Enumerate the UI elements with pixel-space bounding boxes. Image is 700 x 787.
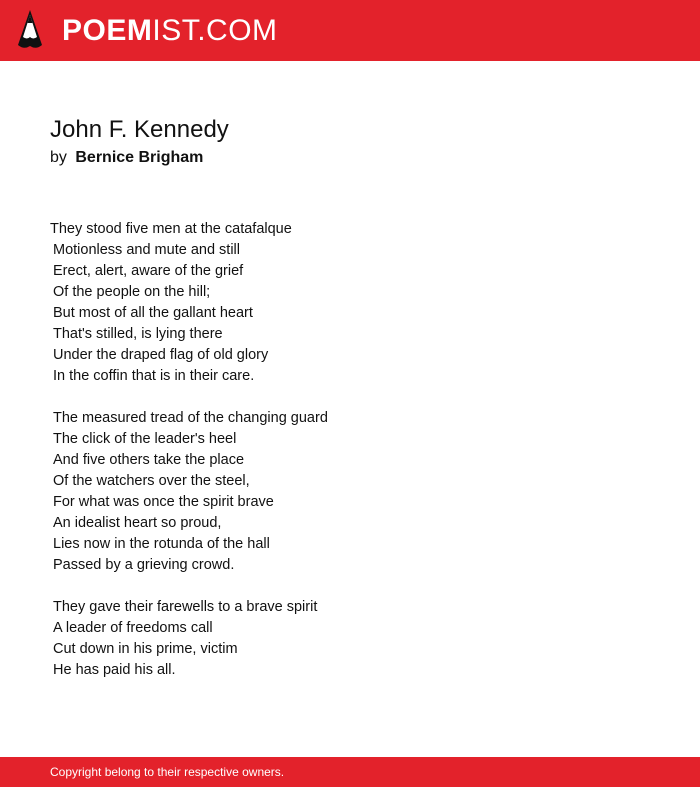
site-logo[interactable] bbox=[62, 12, 278, 50]
by-label: by bbox=[50, 149, 67, 166]
poem-line: Of the watchers over the steel, bbox=[53, 473, 250, 489]
poem-line: They gave their farewells to a brave spirit bbox=[53, 599, 318, 615]
poem-line: Motionless and mute and still bbox=[53, 242, 240, 258]
poem-line: Lies now in the rotunda of the hall bbox=[53, 536, 270, 552]
poem-line: He has paid his all. bbox=[53, 662, 176, 678]
poem-body bbox=[50, 219, 650, 681]
poem-line: Cut down in his prime, victim bbox=[53, 641, 238, 657]
site-footer bbox=[0, 757, 700, 787]
stanza-break bbox=[50, 576, 650, 597]
poem-title: John F. Kennedy bbox=[50, 116, 229, 143]
copyright-text: Copyright belong to their respective owners. bbox=[50, 765, 285, 779]
poem-line: They stood five men at the catafalque bbox=[50, 221, 292, 237]
author-name[interactable]: Bernice Brigham bbox=[75, 149, 204, 166]
pencil-tip-icon[interactable] bbox=[17, 9, 43, 51]
poem-line: In the coffin that is in their care. bbox=[53, 368, 255, 384]
poem-line: The click of the leader's heel bbox=[53, 431, 237, 447]
poem-line: A leader of freedoms call bbox=[53, 620, 213, 636]
poem-line: The measured tread of the changing guard bbox=[53, 410, 328, 426]
poem-line: Under the draped flag of old glory bbox=[53, 347, 269, 363]
poem-line: Erect, alert, aware of the grief bbox=[53, 263, 244, 279]
site-header bbox=[0, 0, 700, 61]
poem-line: But most of all the gallant heart bbox=[53, 305, 253, 321]
poem-line: An idealist heart so proud, bbox=[53, 515, 222, 531]
poem-line: That's stilled, is lying there bbox=[53, 326, 223, 342]
stanza-break bbox=[50, 387, 650, 408]
logo-text-light: IST.COM bbox=[152, 14, 278, 47]
poem-line: Of the people on the hill; bbox=[53, 284, 211, 300]
logo-text-bold: POEM bbox=[62, 14, 153, 47]
poem-line: Passed by a grieving crowd. bbox=[53, 557, 235, 573]
poem-line: For what was once the spirit brave bbox=[53, 494, 274, 510]
poem-line: And five others take the place bbox=[53, 452, 245, 468]
byline bbox=[50, 149, 203, 167]
